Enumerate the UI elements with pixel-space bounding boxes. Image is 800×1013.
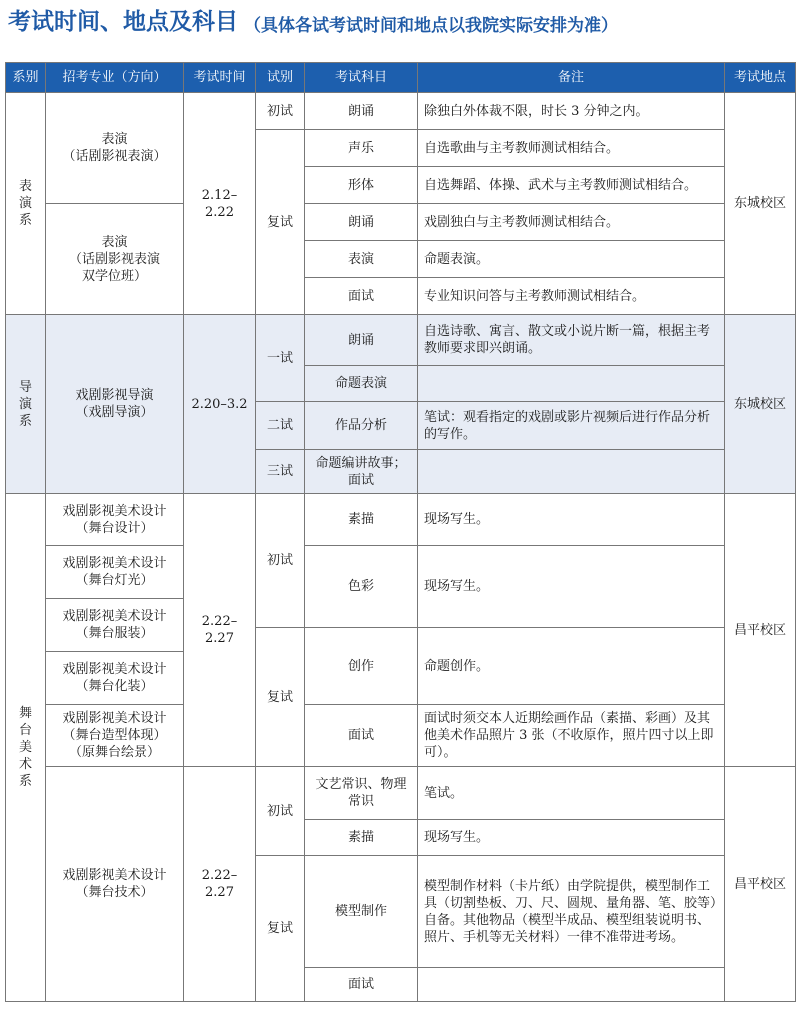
table-row [6, 767, 796, 820]
exam-location: 东城校区 [725, 93, 796, 315]
dept-name: 表演系 [6, 93, 46, 315]
exam-stage: 复试 [256, 628, 305, 767]
exam-note [418, 968, 725, 1002]
major-cell [46, 652, 184, 705]
major-line: 表演 [101, 234, 128, 250]
major-line: （戏剧导演） [75, 405, 154, 420]
exam-stage: 二试 [256, 402, 305, 450]
exam-schedule-table [5, 62, 796, 1002]
table-row [6, 494, 796, 546]
exam-subject: 声乐 [305, 130, 418, 167]
major-line: 戏剧影视美术设计 [62, 711, 167, 726]
exam-subject: 形体 [305, 167, 418, 204]
exam-location: 昌平校区 [725, 494, 796, 767]
exam-note: 戏剧独白与主考教师测试相结合。 [418, 204, 725, 241]
major-line: 戏剧影视美术设计 [62, 662, 167, 677]
exam-subject: 作品分析 [305, 402, 418, 450]
dept-name: 舞台美术系 [6, 494, 46, 1002]
exam-note: 现场写生。 [418, 820, 725, 856]
exam-subject: 面试 [305, 705, 418, 767]
page-title: 考试时间、地点及科目 [8, 9, 238, 35]
header-cell: 考试科目 [305, 63, 418, 93]
major-line: 戏剧影视美术设计 [62, 609, 167, 624]
major-line: 戏剧影视美术设计 [62, 556, 167, 571]
exam-subject: 命题表演 [305, 366, 418, 402]
exam-subject: 朗诵 [305, 315, 418, 366]
exam-time: 2.22–2.27 [184, 767, 256, 1002]
header-row [6, 63, 796, 93]
title-note: （具体各试考试时间和地点以我院实际安排为准） [244, 16, 618, 36]
exam-time: 2.20–3.2 [184, 315, 256, 494]
exam-subject: 表演 [305, 241, 418, 278]
exam-note: 自选诗歌、寓言、散文或小说片断一篇，根据主考教师要求即兴朗诵。 [418, 315, 725, 366]
exam-note: 面试时须交本人近期绘画作品（素描、彩画）及其他美术作品照片 3 张（不收原作，照片四寸以上即可）。 [418, 705, 725, 767]
exam-time: 2.12–2.22 [184, 93, 256, 315]
exam-note [418, 450, 725, 494]
major-cell [46, 204, 184, 315]
exam-stage: 初试 [256, 767, 305, 856]
exam-stage: 初试 [256, 93, 305, 130]
header-cell: 系别 [6, 63, 46, 93]
exam-subject: 素描 [305, 494, 418, 546]
exam-note: 命题表演。 [418, 241, 725, 278]
major-line: 戏剧影视美术设计 [62, 868, 167, 883]
exam-note: 专业知识问答与主考教师测试相结合。 [418, 278, 725, 315]
major-line: （原舞台绘景） [68, 745, 160, 760]
exam-subject: 文艺常识、物理常识 [305, 767, 418, 820]
exam-stage: 三试 [256, 450, 305, 494]
exam-note: 自选舞蹈、体操、武术与主考教师测试相结合。 [418, 167, 725, 204]
major-line: 戏剧影视美术设计 [62, 503, 167, 519]
header-cell: 考试地点 [725, 63, 796, 93]
header-cell: 试别 [256, 63, 305, 93]
major-line: （话剧影视表演） [62, 149, 167, 164]
title-bar [0, 0, 800, 40]
exam-note [418, 366, 725, 402]
header-cell: 考试时间 [184, 63, 256, 93]
exam-stage: 复试 [256, 856, 305, 1002]
exam-note: 自选歌曲与主考教师测试相结合。 [418, 130, 725, 167]
exam-stage: 复试 [256, 130, 305, 315]
exam-subject: 素描 [305, 820, 418, 856]
exam-subject: 面试 [305, 968, 418, 1002]
exam-time: 2.22–2.27 [184, 494, 256, 767]
major-cell [46, 767, 184, 1002]
major-cell [46, 546, 184, 599]
exam-note: 笔试。 [418, 767, 725, 820]
major-cell [46, 494, 184, 546]
major-cell [46, 705, 184, 767]
exam-note: 笔试：观看指定的戏剧或影片视频后进行作品分析的写作。 [418, 402, 725, 450]
exam-stage: 初试 [256, 494, 305, 628]
major-line: （舞台服装） [75, 626, 154, 641]
exam-stage: 一试 [256, 315, 305, 402]
exam-subject: 色彩 [305, 546, 418, 628]
exam-subject: 命题编讲故事；面试 [305, 450, 418, 494]
exam-note: 除独白外体裁不限，时长 3 分钟之内。 [418, 93, 725, 130]
major-line: （舞台技术） [75, 885, 154, 900]
exam-note: 命题创作。 [418, 628, 725, 705]
table-row [6, 93, 796, 130]
major-line: 戏剧影视导演 [75, 388, 154, 403]
table-row [6, 546, 796, 599]
major-line: 双学位班） [81, 268, 147, 284]
exam-note: 现场写生。 [418, 546, 725, 628]
exam-note: 现场写生。 [418, 494, 725, 546]
table-row [6, 315, 796, 366]
major-cell [46, 315, 184, 494]
major-line: 表演 [101, 132, 128, 147]
exam-location: 东城校区 [725, 315, 796, 494]
major-cell [46, 599, 184, 652]
exam-location: 昌平校区 [725, 767, 796, 1002]
header-cell: 备注 [418, 63, 725, 93]
major-line: （舞台灯光） [75, 573, 154, 588]
exam-subject: 朗诵 [305, 93, 418, 130]
exam-note: 模型制作材料（卡片纸）由学院提供，模型制作工具（切割垫板、刀、尺、圆规、量角器、笔、胶等）自备。其他物品（模型半成品、模型组装说明书、照片、手机等无关材料）一律不准带进考场。 [418, 856, 725, 968]
dept-name: 导演系 [6, 315, 46, 494]
exam-subject: 模型制作 [305, 856, 418, 968]
major-line: （舞台化装） [75, 679, 154, 694]
table-row [6, 204, 796, 241]
major-cell [46, 93, 184, 204]
major-line: （话剧影视表演 [68, 251, 160, 267]
major-line: （舞台设计） [75, 520, 154, 536]
exam-subject: 朗诵 [305, 204, 418, 241]
exam-subject: 创作 [305, 628, 418, 705]
exam-subject: 面试 [305, 278, 418, 315]
header-cell: 招考专业（方向） [46, 63, 184, 93]
major-line: （舞台造型体现） [62, 728, 167, 743]
